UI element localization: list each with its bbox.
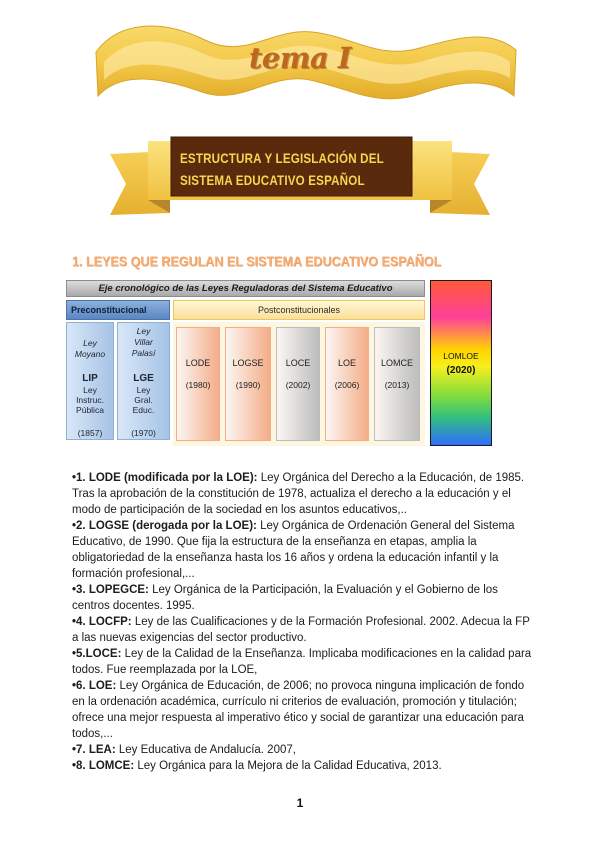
law-label: 3. LOPEGCE:	[76, 584, 149, 596]
law-item	[72, 614, 532, 646]
law-item	[72, 742, 532, 758]
law-description: Ley Orgánica de la Participación, la Evaluación y el Gobierno de los centros docentes. 1995.	[72, 584, 498, 612]
timeline-title: Eje cronológico de las Leyes Reguladoras del Sistema Educativo	[66, 280, 425, 297]
law-item	[72, 470, 532, 518]
ribbon-banner-text	[180, 147, 384, 191]
pre-law-box	[117, 322, 170, 440]
law-description: Ley de las Cualificaciones y de la Formación Profesional. 2002. Adecua la FP a las nuevas exigencias del sector productivo.	[72, 616, 530, 644]
section-heading: 1. LEYES QUE REGULAN EL SISTEMA EDUCATIVO ESPAÑOL	[72, 254, 442, 269]
pre-law-description-line: Educ.	[132, 405, 155, 415]
pre-law-year: (1970)	[131, 428, 156, 438]
law-label: 7. LEA:	[76, 744, 116, 756]
law-label: 1. LODE (modificada por la LOE):	[76, 472, 258, 484]
post-law-box	[276, 327, 320, 441]
post-law-box	[374, 327, 420, 441]
pre-law-acronym: LIP	[82, 373, 98, 384]
pre-law-year: (1857)	[77, 428, 103, 438]
law-description: Ley Orgánica para la Mejora de la Calidad Educativa, 2013.	[137, 760, 442, 772]
post-law-box	[325, 327, 369, 441]
law-label: 2. LOGSE (derogada por la LOE):	[76, 520, 257, 532]
post-law-acronym: LODE	[185, 358, 211, 368]
pre-law-description-line: Instruc.	[76, 395, 104, 405]
post-law-year: (1990)	[235, 380, 261, 390]
pre-law-description-line: Ley	[136, 385, 151, 395]
law-item	[72, 758, 532, 774]
post-law-box	[176, 327, 220, 441]
law-item	[72, 646, 532, 678]
current-law-year: (2020)	[446, 365, 476, 376]
timeline-diagram	[62, 278, 494, 448]
law-label: 5.LOCE:	[76, 648, 122, 660]
ribbon-line: ESTRUCTURA Y LEGISLACIÓN DEL	[180, 150, 384, 166]
post-law-acronym: LOE	[337, 358, 356, 368]
pre-law-name-line: Villar	[134, 337, 153, 347]
pre-law-acronym: LGE	[133, 373, 154, 384]
current-law-box	[430, 280, 492, 446]
ribbon-line: SISTEMA EDUCATIVO ESPAÑOL	[180, 172, 365, 188]
page-number: 1	[296, 796, 304, 810]
law-item	[72, 678, 532, 742]
law-description: Ley Orgánica del Derecho a la Educación, de 1985. Tras la aprobación de la constitución de 1978, actualiza el derecho a la educación y el modo de participación de la sociedad en los asuntos educativos,..	[72, 472, 525, 516]
post-law-acronym: LOGSE	[232, 358, 264, 368]
law-description: Ley Orgánica de Educación, de 2006; no provoca ninguna implicación de fondo en la ordenación académica, currículo ni criterios de evaluación, promoción y titulación; ofrece una mejor respuesta al imperativo ético y social de garantizar una educación para todos,...	[72, 680, 525, 740]
law-list	[72, 470, 532, 774]
post-law-year: (2013)	[384, 380, 410, 390]
law-label: 4. LOCFP:	[76, 616, 132, 628]
pre-law-name-line: Palasí	[131, 348, 156, 358]
pre-law-box	[66, 322, 114, 440]
pre-law-description	[118, 385, 169, 415]
post-law-box	[225, 327, 271, 441]
law-label: 6. LOE:	[76, 680, 117, 692]
postconstitutional-header: Postconstitucionales	[173, 300, 425, 320]
pre-law-description-line: Gral.	[134, 395, 153, 405]
law-description: Ley Educativa de Andalucía. 2007,	[118, 744, 296, 756]
post-law-year: (2002)	[285, 380, 311, 390]
topic-title: tema I	[249, 41, 351, 75]
law-item	[72, 582, 532, 614]
pre-law-description	[67, 385, 113, 415]
law-item	[72, 518, 532, 582]
pre-law-name-line: Ley	[136, 326, 151, 336]
current-law-acronym: LOMLOE	[443, 351, 479, 361]
pre-law-description-line: Ley	[83, 385, 97, 395]
pre-law-name-line: Ley	[83, 338, 97, 348]
pre-law-name	[67, 338, 113, 360]
pre-law-name	[118, 326, 169, 359]
header-decoration	[0, 0, 600, 230]
law-description: Ley de la Calidad de la Enseñanza. Implicaba modificaciones en la calidad para todos. Fue reemplazada por la LOE,	[72, 648, 532, 676]
post-law-year: (2006)	[334, 380, 360, 390]
post-law-acronym: LOMCE	[380, 358, 413, 368]
law-label: 8. LOMCE:	[76, 760, 135, 772]
pre-law-name-line: Moyano	[74, 349, 106, 359]
post-law-year: (1980)	[185, 380, 211, 390]
preconstitutional-header: Preconstitucional	[66, 300, 170, 320]
pre-law-description-line: Pública	[76, 405, 104, 415]
law-description: Ley Orgánica de Ordenación General del Sistema Educativo, de 1990. Que fija la estructura de la enseñanza en etapas, amplia la obligatoriedad de la enseñanza hasta los 16 años y ordena la educación infantil y la formación profesional,...	[72, 520, 515, 580]
post-law-acronym: LOCE	[285, 358, 311, 368]
